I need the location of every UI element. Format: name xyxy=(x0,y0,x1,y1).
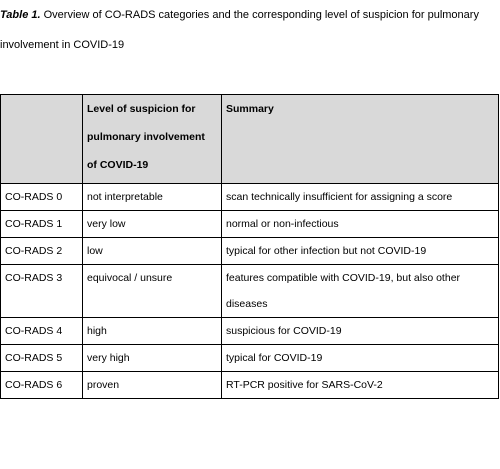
cell-level: not interpretable xyxy=(83,184,222,211)
cell-level: very high xyxy=(83,345,222,372)
cell-category: CO-RADS 3 xyxy=(1,265,83,318)
cell-summary: normal or non-infectious xyxy=(222,211,499,238)
table-row xyxy=(1,238,499,265)
cell-summary: suspicious for COVID-19 xyxy=(222,318,499,345)
cell-category: CO-RADS 6 xyxy=(1,372,83,399)
table-row xyxy=(1,345,499,372)
header-level-of-suspicion: Level of suspicion for pulmonary involvement of COVID-19 xyxy=(83,95,222,184)
table-caption xyxy=(0,0,496,60)
table-row xyxy=(1,265,499,318)
cell-category: CO-RADS 0 xyxy=(1,184,83,211)
table-row xyxy=(1,372,499,399)
cell-summary: scan technically insufficient for assigning a score xyxy=(222,184,499,211)
cell-category: CO-RADS 1 xyxy=(1,211,83,238)
cell-summary: typical for other infection but not COVID-19 xyxy=(222,238,499,265)
cell-category: CO-RADS 2 xyxy=(1,238,83,265)
cell-level: equivocal / unsure xyxy=(83,265,222,318)
cell-level: high xyxy=(83,318,222,345)
cell-summary: typical for COVID-19 xyxy=(222,345,499,372)
header-summary: Summary xyxy=(222,95,499,184)
cell-category: CO-RADS 5 xyxy=(1,345,83,372)
cell-category: CO-RADS 4 xyxy=(1,318,83,345)
table-row xyxy=(1,211,499,238)
corads-table xyxy=(0,94,499,399)
cell-summary: RT-PCR positive for SARS-CoV-2 xyxy=(222,372,499,399)
table-row xyxy=(1,318,499,345)
header-category xyxy=(1,95,83,184)
cell-level: low xyxy=(83,238,222,265)
cell-level: proven xyxy=(83,372,222,399)
cell-summary: features compatible with COVID-19, but also other diseases xyxy=(222,265,499,318)
table-caption-text: Overview of CO-RADS categories and the corresponding level of suspicion for pulmonary involvement in COVID-19 xyxy=(0,9,479,51)
cell-level: very low xyxy=(83,211,222,238)
table-caption-label: Table 1. xyxy=(0,9,41,21)
table-header-row xyxy=(1,95,499,184)
table-row xyxy=(1,184,499,211)
